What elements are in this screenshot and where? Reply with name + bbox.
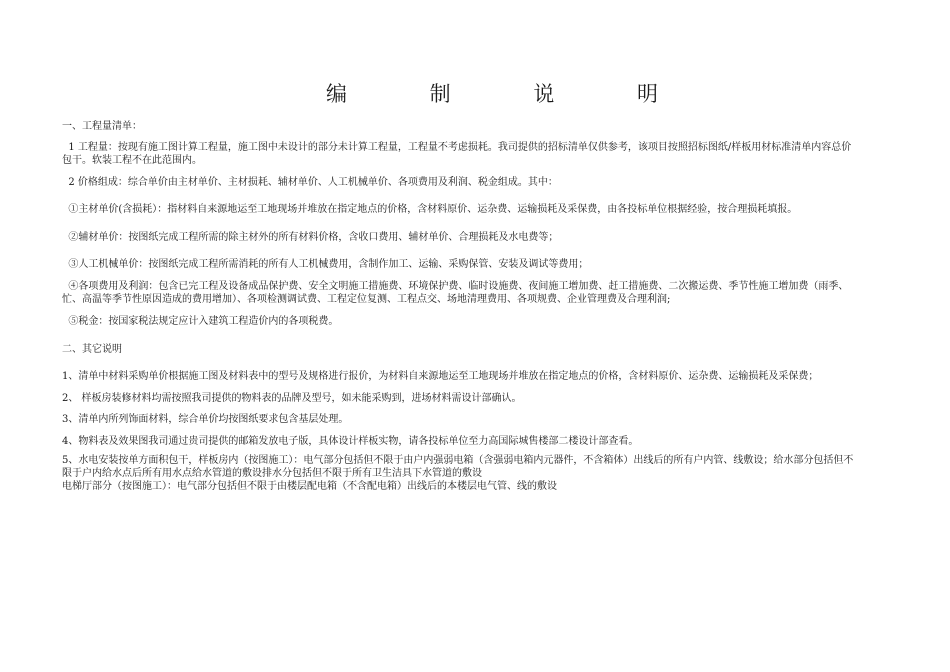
item-tax: ⑤税金：按国家税法规定应计入建筑工程造价内的各项税费。 <box>62 316 339 327</box>
section-heading-other-notes: 二、其它说明 <box>62 344 122 355</box>
paragraph-quantity: 1 工程量：按现有施工图计算工程量，施工图中未设计的部分未计算工程量，工程量不考虑损耗。我司提供的招标清单仅供参考，该项目按照招标图纸/样板用材标准清单内容总价 <box>62 142 852 153</box>
item-labor-machinery-price: ③人工机械单价：按图纸完成工程所需消耗的所有人工机械费用，含制作加工、运输、采购保管、安装及调试等费用； <box>62 259 589 270</box>
note-5-continued: 限于户内给水点后所有用水点给水管道的敷设排水分包括但不限于所有卫生洁具下水管道的敷设 <box>62 468 482 479</box>
item-fees-and-profit-continued: 忙、高温等季节性原因造成的费用增加）、各项检测调试费、工程定位复测、工程点交、场地清理费用、各项规费、企业管理费及合理利润; <box>62 294 671 305</box>
item-main-material-price: ①主材单价(含损耗）：指材料自来源地运至工地现场并堆放在指定地点的价格，含材料原价、运杂费、运输损耗及采保费，由各投标单位根据经验，按合理损耗填报。 <box>62 204 798 215</box>
item-auxiliary-material-price: ②辅材单价：按图纸完成工程所需的除主材外的所有材料价格，含收口费用、辅材单价、合理损耗及水电费等； <box>62 232 559 243</box>
section-heading-quantity-list: 一、工程量清单： <box>62 121 142 132</box>
note-1: 1、清单中材料采购单价根据施工图及材料表中的型号及规格进行报价，为材料自来源地运至工地现场并堆放在指定地点的价格，含材料原价、运杂费、运输损耗及采保费； <box>62 371 819 382</box>
note-5: 5、水电安装按单方面积包干，样板房内（按图施工）：电气部分包括但不限于由户内强弱电箱（含强弱电箱内元器件，不含箱体）出线后的所有户内管、线敷设；给水部分包括但不 <box>62 455 854 466</box>
item-fees-and-profit: ④各项费用及利润：包含已完工程及设备成品保护费、安全文明施工措施费、环境保护费、临时设施费、夜间施工增加费、赶工措施费、二次搬运费、季节性施工增加费（雨季、 <box>62 281 849 292</box>
document-title: 编 制 说 明 <box>325 82 697 106</box>
paragraph-price-composition: 2 价格组成：综合单价由主材单价、主材损耗、辅材单价、人工机械单价、各项费用及利润、税金组成。其中： <box>62 177 558 188</box>
paragraph-quantity-continued: 包干。软装工程不在此范围内。 <box>62 155 202 166</box>
note-4: 4、物料表及效果图我司通过贵司提供的邮箱发放电子版，具体设计样板实物，请各投标单位至力高国际城售楼部二楼设计部查看。 <box>62 436 639 447</box>
note-5-elevator-hall: 电梯厅部分（按图施工）：电气部分包括但不限于由楼层配电箱（不含配电箱）出线后的本楼层电气管、线的敷设 <box>62 481 557 492</box>
note-2: 2、 样板房装修材料均需按照我司提供的物料表的品牌及型号，如未能采购到，进场材料需设计部确认。 <box>62 393 522 404</box>
note-3: 3、清单内所列饰面材料，综合单价均按图纸要求包含基层处理。 <box>62 414 349 425</box>
